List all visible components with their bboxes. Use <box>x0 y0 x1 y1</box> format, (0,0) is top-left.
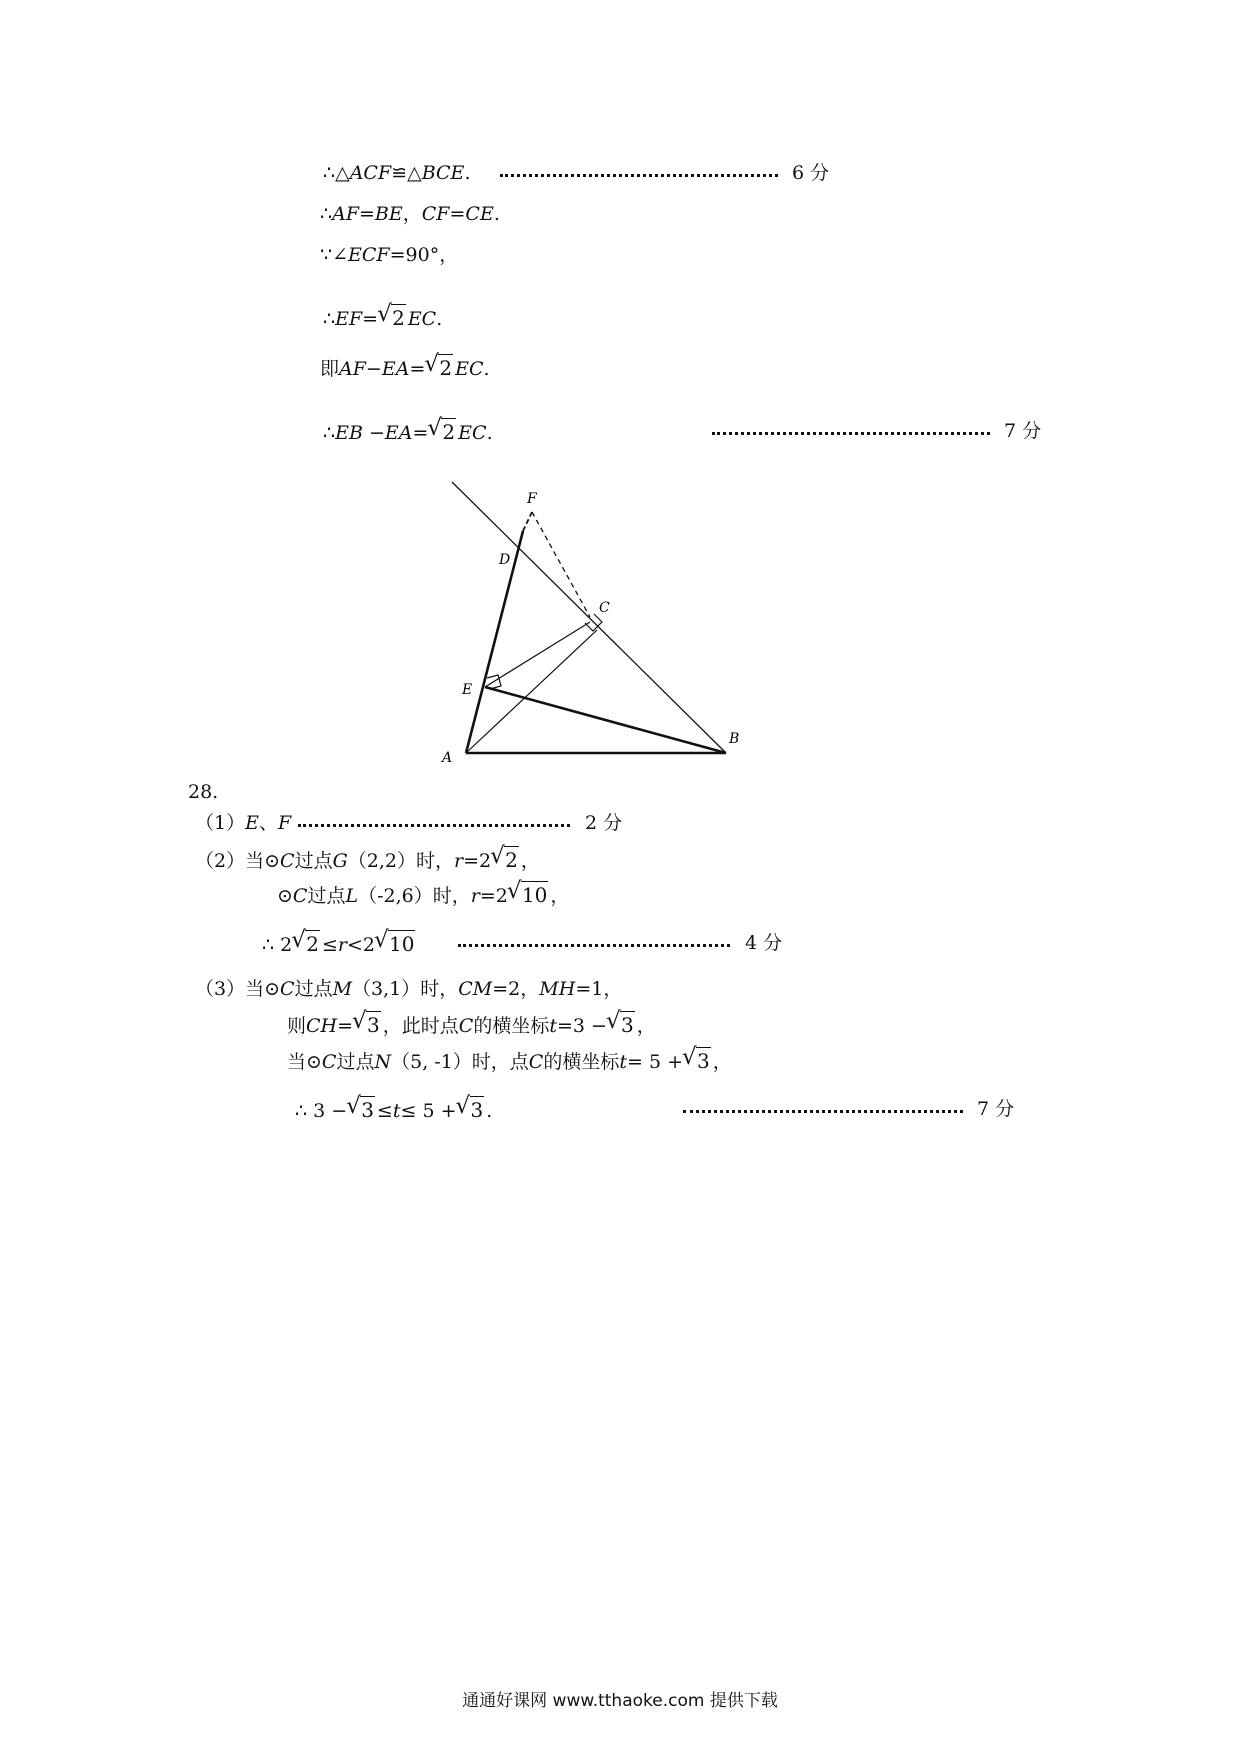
score-6: 6 分 <box>792 162 830 184</box>
label-c: C <box>599 600 610 616</box>
label-b: B <box>729 731 740 747</box>
footer-source: 通通好课网 www.tthaoke.com 提供下载 <box>462 1691 778 1711</box>
q28-part-2-line-1: （2）当⊙C过点G（2,2）时，r=2√ 2 ， <box>195 846 540 874</box>
line-through-c-b <box>452 482 726 753</box>
segment-ec <box>485 622 590 687</box>
dot-leader <box>298 824 570 827</box>
q28-part-3-line-2: 则CH=√ 3 ，此时点C的横坐标t=3 −√ 3 ， <box>287 1011 656 1039</box>
proof-line-6: ∴EB −EA=√ 2 EC. <box>323 418 493 446</box>
score-7: 7 分 <box>1004 420 1042 442</box>
q28-part-2-line-3: ∴ 2√ 2≤r<2√ 10 <box>262 930 417 958</box>
sqrt-3: √ 3 <box>607 1011 635 1039</box>
proof-line-2: ∴AF=BE，CF=CE. <box>320 203 500 225</box>
question-number-28: 28. <box>188 781 219 803</box>
sqrt-3: √ 3 <box>457 1096 485 1124</box>
sqrt-2: √ 2 <box>425 354 453 382</box>
label-f: F <box>527 491 537 507</box>
score-2: 2 分 <box>585 812 623 834</box>
score-7: 7 分 <box>977 1098 1015 1120</box>
score-4: 4 分 <box>745 932 783 954</box>
q28-part-2-line-2: ⊙C过点L（-2,6）时，r=2√ 10 ， <box>277 881 569 909</box>
segment-df <box>523 512 532 531</box>
sqrt-10: √ 10 <box>508 881 548 909</box>
proof-line-3: ∵∠ECF=90°， <box>320 244 459 266</box>
sqrt-2: √ 2 <box>378 304 406 332</box>
q28-part-3-line-4: ∴ 3 −√ 3≤t≤ 5 +√ 3 . <box>295 1096 492 1124</box>
segment-eb <box>485 687 726 753</box>
sqrt-3: √ 3 <box>683 1047 711 1075</box>
sqrt-3: √ 3 <box>353 1011 381 1039</box>
q28-part-1: （1）E、F <box>195 812 292 834</box>
proof-line-1: ∴△ACF≌△BCE. <box>323 162 471 184</box>
segment-fc <box>532 512 590 617</box>
sqrt-2: √ 2 <box>292 930 320 958</box>
q28-part-3-line-1: （3）当⊙C过点M（3,1）时，CM=2，MH=1， <box>195 978 623 1000</box>
label-d: D <box>499 552 511 568</box>
label-e: E <box>462 682 473 698</box>
geometry-figure <box>0 0 1240 800</box>
q28-part-3-line-3: 当⊙C过点N（5, -1）时，点C的横坐标t= 5 +√ 3 ， <box>287 1047 732 1075</box>
sqrt-2: √ 2 <box>428 418 456 446</box>
sqrt-2: √ 2 <box>491 846 519 874</box>
proof-line-4: ∴EF=√ 2 EC. <box>323 304 442 332</box>
segment-ac <box>466 630 597 753</box>
dot-leader <box>683 1110 963 1113</box>
segment-ad <box>466 531 523 753</box>
dot-leader <box>458 944 730 947</box>
sqrt-3: √ 3 <box>347 1096 375 1124</box>
proof-line-5: 即AF−EA=√ 2 EC. <box>320 354 490 382</box>
label-a: A <box>442 750 453 766</box>
sqrt-10: √ 10 <box>375 930 415 958</box>
